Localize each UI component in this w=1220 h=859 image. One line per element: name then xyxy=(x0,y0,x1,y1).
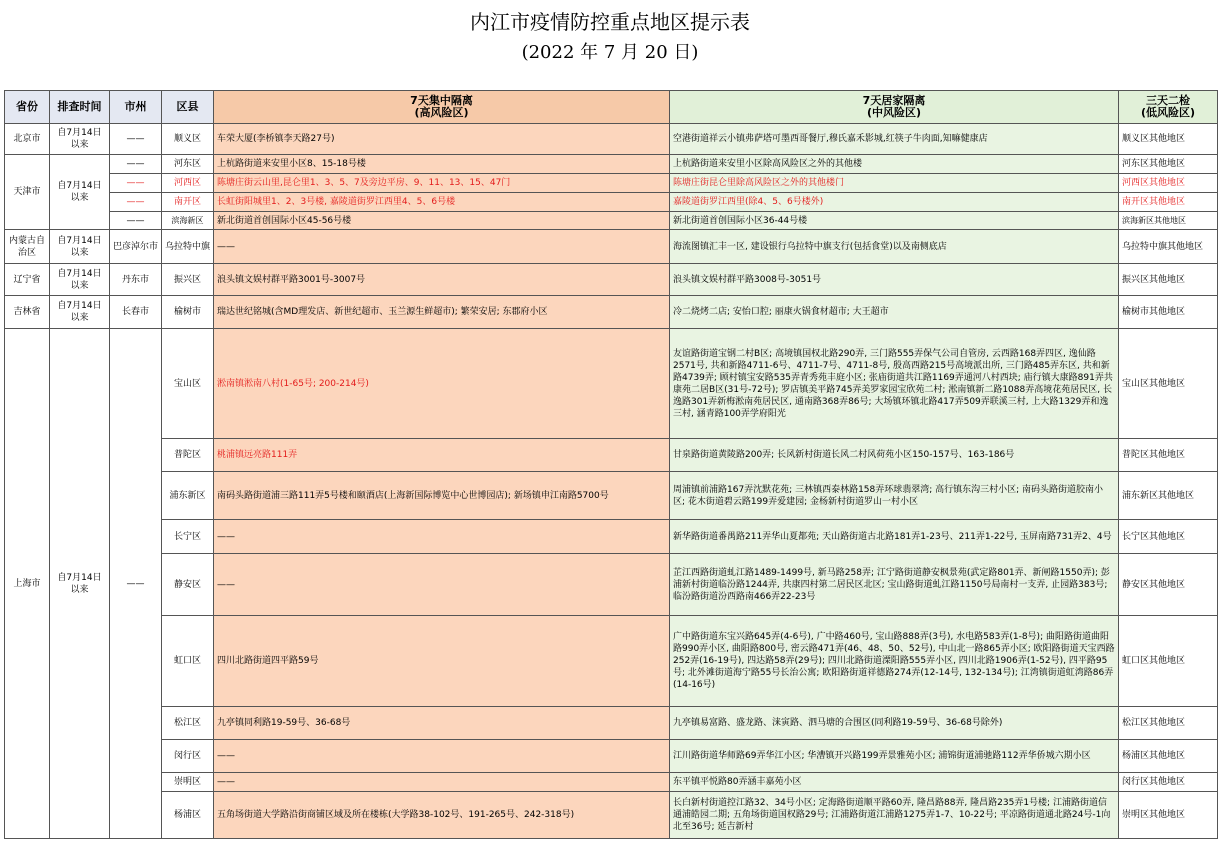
province-cell: 辽宁省 xyxy=(5,264,50,296)
header-district: 区县 xyxy=(162,91,214,124)
mid-risk-cell: 广中路街道东宝兴路645弄(4-6号), 广中路460号, 宝山路888弄(3号), 水电路583弄(1-8号); 曲阳路街道曲阳路990弄小区, 曲阳路800号, 密云路471弄(46、48、50、52号), 中山北一路865弄小区; 欧阳路街道天宝西路252弄(16-19号), 四达路58弄(29号); 四川北路街道溧阳路555弄小区, 四川北路1906弄(1-52号), 四平路95号; 北外滩街道海宁路55号长治公寓; 欧阳路街道祥德路274弄(12-14号, 132-134号); 江湾镇街道虹湾路86弄(14-16号) xyxy=(670,616,1119,707)
district-cell: 松江区 xyxy=(162,707,214,740)
low-risk-cell: 长宁区其他地区 xyxy=(1119,520,1218,554)
low-risk-cell: 普陀区其他地区 xyxy=(1119,439,1218,472)
table-row xyxy=(5,773,1218,792)
header-high-risk: 7天集中隔离 (高风险区) xyxy=(214,91,670,124)
low-risk-cell: 浦东新区其他地区 xyxy=(1119,472,1218,520)
district-cell: 河东区 xyxy=(162,155,214,174)
low-risk-cell: 南开区其他地区 xyxy=(1119,193,1218,212)
table-row xyxy=(5,554,1218,616)
mid-risk-cell: 浪头镇文娱村群平路3008号-3051号 xyxy=(670,264,1119,296)
district-cell: 宝山区 xyxy=(162,329,214,439)
header-province: 省份 xyxy=(5,91,50,124)
header-city: 市州 xyxy=(110,91,162,124)
district-cell: 静安区 xyxy=(162,554,214,616)
low-risk-cell: 河东区其他地区 xyxy=(1119,155,1218,174)
header-row xyxy=(5,91,1218,124)
table-row xyxy=(5,193,1218,212)
province-cell: 内蒙古自治区 xyxy=(5,230,50,264)
high-risk-cell: —— xyxy=(214,520,670,554)
low-risk-cell: 乌拉特中旗其他地区 xyxy=(1119,230,1218,264)
high-risk-cell: —— xyxy=(214,740,670,773)
table-row xyxy=(5,472,1218,520)
high-risk-cell: 四川北路街道四平路59号 xyxy=(214,616,670,707)
table-row xyxy=(5,155,1218,174)
table-row xyxy=(5,174,1218,193)
header-time: 排查时间 xyxy=(50,91,110,124)
high-risk-cell: —— xyxy=(214,773,670,792)
mid-risk-cell: 甘泉路街道黄陵路200弄; 长风新村街道长风二村风荷苑小区150-157号、163-186号 xyxy=(670,439,1119,472)
low-risk-cell: 振兴区其他地区 xyxy=(1119,264,1218,296)
page-subtitle: (2022 年 7 月 20 日) xyxy=(521,42,699,63)
province-cell: 天津市 xyxy=(5,155,50,230)
mid-risk-cell: 冷二烧烤二店; 安怡口腔; 丽康火锅食材超市; 大王超市 xyxy=(670,296,1119,329)
mid-risk-cell: 上杭路街道来安里小区除高风险区之外的其他楼 xyxy=(670,155,1119,174)
table-row xyxy=(5,520,1218,554)
page-title: 内江市疫情防控重点地区提示表 xyxy=(470,10,750,34)
header-mid-risk: 7天居家隔离 (中风险区) xyxy=(670,91,1119,124)
district-cell: 浦东新区 xyxy=(162,472,214,520)
city-cell: 丹东市 xyxy=(110,264,162,296)
high-risk-cell: 九亭镇同利路19-59号、36-68号 xyxy=(214,707,670,740)
high-risk-cell: 桃浦镇远亮路111弄 xyxy=(214,439,670,472)
district-cell: 河西区 xyxy=(162,174,214,193)
table-row xyxy=(5,439,1218,472)
district-cell: 普陀区 xyxy=(162,439,214,472)
low-risk-cell: 虹口区其他地区 xyxy=(1119,616,1218,707)
mid-risk-cell: 新北街道首创国际小区36-44号楼 xyxy=(670,212,1119,230)
high-risk-cell: 长虹街阳城里1、2、3号楼, 嘉陵道街罗江西里4、5、6号楼 xyxy=(214,193,670,212)
high-risk-cell: 上杭路街道来安里小区8、15-18号楼 xyxy=(214,155,670,174)
low-risk-cell: 静安区其他地区 xyxy=(1119,554,1218,616)
mid-risk-cell: 江川路街道华师路69弄华江小区; 华漕镇开兴路199弄景雅苑小区; 浦锦街道浦驰路112弄华侨城六期小区 xyxy=(670,740,1119,773)
city-cell: —— xyxy=(110,174,162,193)
low-risk-cell: 松江区其他地区 xyxy=(1119,707,1218,740)
city-cell: —— xyxy=(110,329,162,839)
low-risk-cell: 顺义区其他地区 xyxy=(1119,124,1218,155)
province-cell: 吉林省 xyxy=(5,296,50,329)
high-risk-cell: —— xyxy=(214,554,670,616)
time-cell: 自7月14日以来 xyxy=(50,329,110,839)
district-cell: 杨浦区 xyxy=(162,792,214,839)
table-row xyxy=(5,740,1218,773)
mid-risk-cell: 长白新村街道控江路32、34号小区; 定海路街道顺平路60弄, 隆昌路88弄, 隆昌路235弄1号楼; 江浦路街道信通浦皓园二期; 五角场街道国权路29号; 江浦路街道江浦路1275弄1-7、10-22号; 平凉路街道通北路24号-1向北至36号; 延吉新村 xyxy=(670,792,1119,839)
low-risk-cell: 河西区其他地区 xyxy=(1119,174,1218,193)
high-risk-cell: —— xyxy=(214,230,670,264)
district-cell: 南开区 xyxy=(162,193,214,212)
city-cell: —— xyxy=(110,155,162,174)
table-row xyxy=(5,329,1218,439)
high-risk-cell: 淞南镇淞南八村(1-65号; 200-214号) xyxy=(214,329,670,439)
risk-area-table xyxy=(4,90,1218,839)
district-cell: 长宁区 xyxy=(162,520,214,554)
city-cell: 长春市 xyxy=(110,296,162,329)
low-risk-cell: 闵行区其他地区 xyxy=(1119,773,1218,792)
district-cell: 滨海新区 xyxy=(162,212,214,230)
mid-risk-cell: 陈塘庄街昆仑里除高风险区之外的其他楼门 xyxy=(670,174,1119,193)
table-row xyxy=(5,212,1218,230)
high-risk-cell: 浪头镇文娱村群平路3001号-3007号 xyxy=(214,264,670,296)
province-cell: 北京市 xyxy=(5,124,50,155)
low-risk-cell: 崇明区其他地区 xyxy=(1119,792,1218,839)
high-risk-cell: 新北街道首创国际小区45-56号楼 xyxy=(214,212,670,230)
mid-risk-cell: 友谊路街道宝钢二村B区; 高境镇国权北路290弄, 三门路555弄保气公司自管房, 云西路168弄四区, 逸仙路2571号, 共和新路4711-6号、4711-7号、4711-8号, 殷高西路215号高境派出所, 三门路485弄东区, 共和新路4739弄; 顾村镇宝安路535弄青秀苑丰庭小区; 张庙街道共江路1169弄通河八村西块; 庙行镇大康路891弄共康苑二居B区(31号-72号); 罗店镇美平路745弄美罗家园宝欣苑二村; 淞南镇新二路1088弄高境花苑居民区, 长逸路301弄新梅淞南苑居民区, 通南路368弄86号; 大场镇环镇北路417弄509弄联溪三村, 上大路1329弄和逸三村, 涵青路100弄学府阳光 xyxy=(670,329,1119,439)
time-cell: 自7月14日以来 xyxy=(50,296,110,329)
district-cell: 榆树市 xyxy=(162,296,214,329)
high-risk-cell: 五角场街道大学路沿街商铺区域及所在楼栋(大学路38-102号、191-265号、242-318号) xyxy=(214,792,670,839)
district-cell: 闵行区 xyxy=(162,740,214,773)
time-cell: 自7月14日以来 xyxy=(50,230,110,264)
table-row xyxy=(5,230,1218,264)
table-row xyxy=(5,707,1218,740)
district-cell: 振兴区 xyxy=(162,264,214,296)
time-cell: 自7月14日以来 xyxy=(50,155,110,230)
mid-risk-cell: 芷江西路街道虬江路1489-1499号, 新马路258弄; 江宁路街道静安枫景苑(武定路801弄、新闸路1550弄); 彭浦新村街道临汾路1244弄, 共康四村第二居民区北区; 宝山路街道虬江路1150号局南村一支弄, 止园路383号; 临汾路街道汾西路南466弄22-23号 xyxy=(670,554,1119,616)
province-cell: 上海市 xyxy=(5,329,50,839)
high-risk-cell: 车荣大厦(李桥镇李天路27号) xyxy=(214,124,670,155)
mid-risk-cell: 周浦镇前浦路167弄沈默花苑; 三林镇西泰林路158弄环球翡翠湾; 高行镇东沟三村小区; 南码头路街道胶南小区; 花木街道碧云路199弄爱建园; 金杨新村街道罗山一村小区 xyxy=(670,472,1119,520)
low-risk-cell: 杨浦区其他地区 xyxy=(1119,740,1218,773)
mid-risk-cell: 嘉陵道街罗江西里(除4、5、6号楼外) xyxy=(670,193,1119,212)
low-risk-cell: 滨海新区其他地区 xyxy=(1119,212,1218,230)
mid-risk-cell: 海流图镇汇丰一区, 建设银行乌拉特中旗支行(包括食堂)以及南侧底店 xyxy=(670,230,1119,264)
time-cell: 自7月14日以来 xyxy=(50,264,110,296)
high-risk-cell: 瑞达世纪铭城(含MD理发店、新世纪超市、玉兰源生鲜超市); 繁荣安居; 东郡府小区 xyxy=(214,296,670,329)
mid-risk-cell: 新华路街道番禺路211弄华山夏都苑; 天山路街道古北路181弄1-23号、211弄1-22号, 玉屏南路731弄2、4号 xyxy=(670,520,1119,554)
city-cell: —— xyxy=(110,124,162,155)
district-cell: 乌拉特中旗 xyxy=(162,230,214,264)
city-cell: —— xyxy=(110,212,162,230)
district-cell: 崇明区 xyxy=(162,773,214,792)
high-risk-cell: 陈塘庄街云山里,昆仑里1、3、5、7及旁边平房、9、11、13、15、47门 xyxy=(214,174,670,193)
table-row xyxy=(5,792,1218,839)
table-row xyxy=(5,264,1218,296)
table-row xyxy=(5,124,1218,155)
table-row xyxy=(5,616,1218,707)
high-risk-part1: 南码头路街道浦三路111弄5号楼和颐酒店(上海新国际博览中心世博园店); 新场镇申江南路5700号 xyxy=(217,490,609,501)
district-cell: 虹口区 xyxy=(162,616,214,707)
high-risk-cell xyxy=(214,472,670,520)
low-risk-cell: 宝山区其他地区 xyxy=(1119,329,1218,439)
header-low-risk: 三天二检 (低风险区) xyxy=(1119,91,1218,124)
table-row xyxy=(5,296,1218,329)
mid-risk-cell: 东平镇平悦路80弄涵丰嘉苑小区 xyxy=(670,773,1119,792)
district-cell: 顺义区 xyxy=(162,124,214,155)
city-cell: 巴彦淖尔市 xyxy=(110,230,162,264)
mid-risk-cell: 九亭镇易富路、盛龙路、涞寅路、泗马塘的合围区(同利路19-59号、36-68号除外) xyxy=(670,707,1119,740)
low-risk-cell: 榆树市其他地区 xyxy=(1119,296,1218,329)
time-cell: 自7月14日以来 xyxy=(50,124,110,155)
mid-risk-cell: 空港街道祥云小镇弗萨塔可墨西哥餐厅,穆氏嘉禾影城,红筷子牛肉面,知嘛健康店 xyxy=(670,124,1119,155)
city-cell: —— xyxy=(110,193,162,212)
